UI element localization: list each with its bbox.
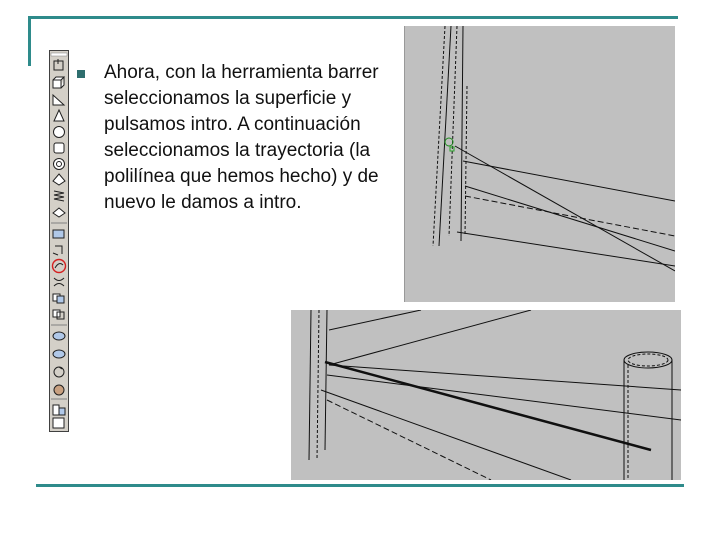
3d-rotate-icon[interactable] [54, 367, 64, 377]
extrude-icon[interactable] [54, 59, 63, 70]
viewport-screenshot-bottom [291, 310, 681, 480]
cone-icon[interactable] [54, 110, 64, 121]
bullet-marker [77, 70, 85, 78]
flatshot-icon[interactable] [53, 405, 65, 415]
revolve-icon[interactable] [53, 246, 62, 255]
slide-frame-left [28, 16, 31, 66]
section-plane-icon[interactable] [54, 385, 64, 395]
modeling-toolbar [49, 50, 69, 432]
3d-move-icon[interactable] [53, 350, 65, 358]
wedge-icon[interactable] [53, 95, 64, 105]
flatshot-icon[interactable] [53, 418, 64, 428]
slide-frame-bottom [36, 484, 684, 487]
helix-icon[interactable] [54, 191, 64, 201]
slide-frame-top [28, 16, 678, 19]
sweep-icon[interactable] [53, 260, 66, 273]
sphere-icon[interactable] [54, 127, 65, 138]
torus-icon[interactable] [54, 159, 65, 170]
intersect-icon[interactable] [53, 332, 65, 340]
planar-surface-icon[interactable] [53, 208, 65, 217]
pyramid-icon[interactable] [53, 174, 65, 185]
viewport-screenshot-top [404, 26, 675, 302]
bullet-text: Ahora, con la herramienta barrer seleccionamos la superficie y pulsamos intro. A continuación seleccionamos la trayectoria (la polilínea que hemos hecho) y de nuevo le damos a intro. [104, 62, 379, 213]
polysolid-icon[interactable] [53, 230, 64, 238]
cylinder-icon[interactable] [54, 143, 64, 153]
union-icon[interactable] [53, 294, 64, 303]
subtract-icon[interactable] [53, 310, 64, 319]
loft-icon[interactable] [54, 278, 64, 286]
box-icon[interactable] [53, 77, 64, 88]
